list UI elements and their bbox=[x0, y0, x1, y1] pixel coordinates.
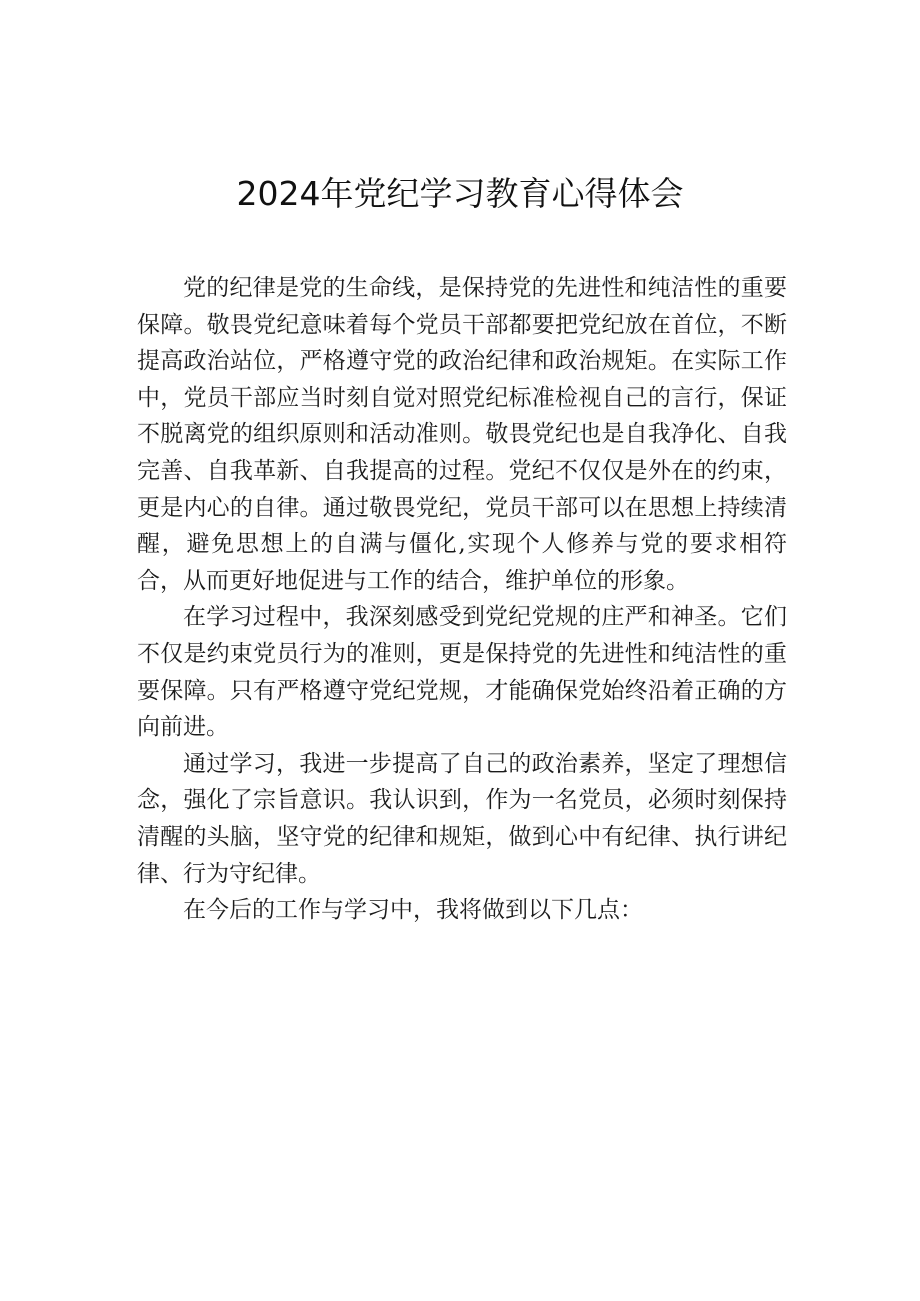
document-title: 2024年党纪学习教育心得体会 bbox=[236, 174, 684, 213]
document-body bbox=[137, 270, 787, 929]
paragraph-4: 在今后的工作与学习中，我将做到以下几点： bbox=[183, 897, 643, 924]
paragraph-2: 在学习过程中，我深刻感受到党纪党规的庄严和神圣。它们不仅是约束党员行为的准则，更是保持党的先进性和纯洁性的重要保障。只有严格遵守党纪党规，才能确保党始终沿着正确的方向前进。 bbox=[137, 604, 787, 741]
paragraph-3: 通过学习，我进一步提高了自己的政治素养，坚定了理想信念，强化了宗旨意识。我认识到，作为一名党员，必须时刻保持清醒的头脑，坚守党的纪律和规矩，做到心中有纪律、执行讲纪律、行为守纪律。 bbox=[137, 750, 787, 887]
paragraph-1: 党的纪律是党的生命线，是保持党的先进性和纯洁性的重要保障。敬畏党纪意味着每个党员干部都要把党纪放在首位，不断提高政治站位，严格遵守党的政治纪律和政治规矩。在实际工作中，党员干部应当时刻自觉对照党纪标准检视自己的言行，保证不脱离党的组织原则和活动准则。敬畏党纪也是自我净化、自我完善、自我革新、自我提高的过程。党纪不仅仅是外在的约束，更是内心的自律。通过敬畏党纪，党员干部可以在思想上持续清醒，避免思想上的自满与僵化,实现个人修养与党的要求相符合，从而更好地促进与工作的结合，维护单位的形象。 bbox=[137, 275, 787, 594]
